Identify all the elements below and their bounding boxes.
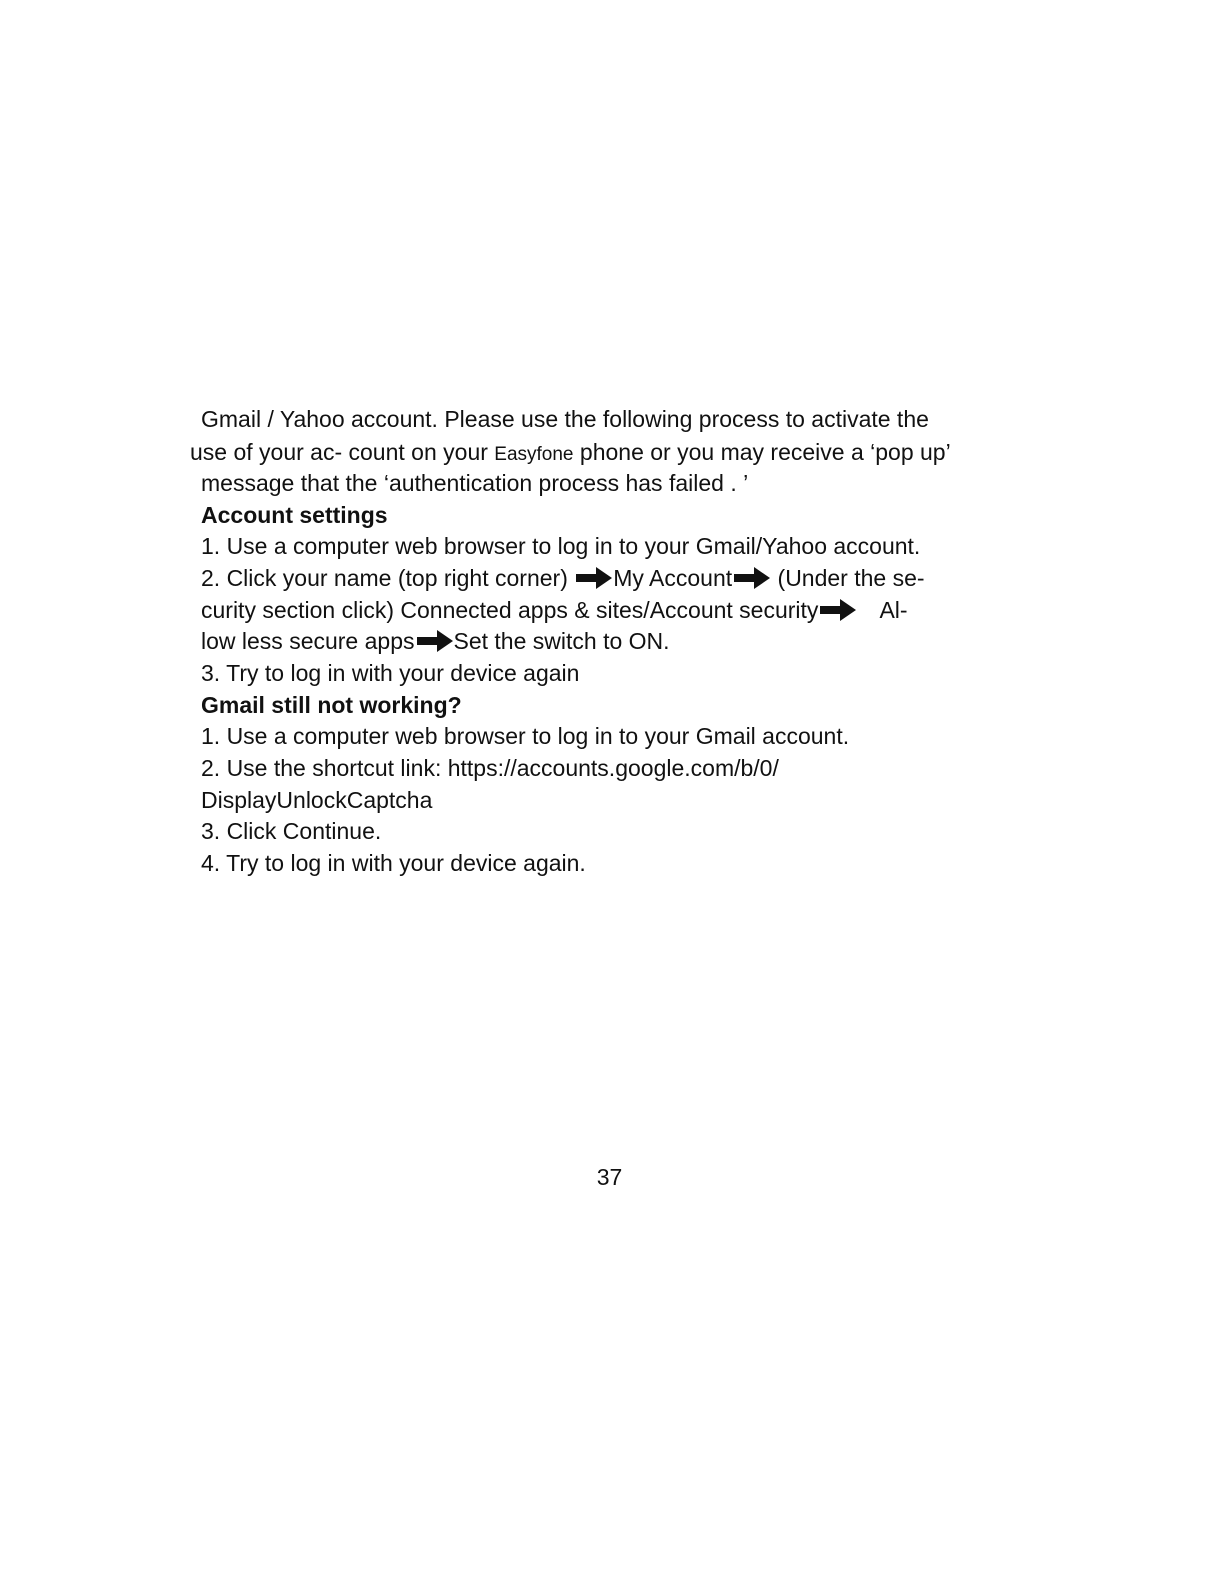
gmail-step-3: 3. Click Continue. <box>201 818 382 844</box>
arrow-right-icon <box>820 599 856 627</box>
intro-line-2-start: use of your ac- count on your <box>190 439 495 465</box>
gmail-step-1: 1. Use a computer web browser to log in to your Gmail account. <box>201 723 850 749</box>
arrow-right-icon <box>417 630 453 658</box>
page-number: 37 <box>596 1164 623 1190</box>
brand-name: Easyfone <box>494 444 574 465</box>
account-settings-heading: Account settings <box>201 502 388 528</box>
account-step-3: 3. Try to log in with your device again <box>201 660 580 686</box>
account-step-2-start: 2. Click your name (top right corner) <box>201 565 575 591</box>
account-step-2-cont: (Under the se- <box>771 565 925 591</box>
arrow-right-icon <box>734 567 770 595</box>
intro-line-3: message that the ‘authentication process has failed . ’ <box>201 470 749 496</box>
arrow-right-icon <box>576 567 612 595</box>
gmail-step-4: 4. Try to log in with your device again. <box>201 850 586 876</box>
account-step-1: 1. Use a computer web browser to log in to your Gmail/Yahoo account. <box>201 533 921 559</box>
switch-on-label: Set the switch to ON. <box>453 628 670 654</box>
my-account-label: My Account <box>613 565 733 591</box>
intro-line-2-end: phone or you may receive a ‘pop up’ <box>579 439 951 465</box>
gmail-step-2-line-1: 2. Use the shortcut link: https://accounts.google.com/b/0/ <box>201 755 779 781</box>
account-step-2-line-2 <box>201 596 908 627</box>
gmail-step-2-line-2: DisplayUnlockCaptcha <box>201 787 433 813</box>
account-step-2-line-3 <box>201 627 670 658</box>
intro-line-2 <box>190 438 951 469</box>
allow-label-start: Al- <box>879 597 908 623</box>
account-step-2-line-1 <box>201 564 925 595</box>
gmail-help-heading: Gmail still not working? <box>201 692 462 718</box>
allow-label-end: low less secure apps <box>201 628 415 654</box>
intro-line-1: Gmail / Yahoo account. Please use the following process to activate the <box>201 406 929 432</box>
account-security-path: curity section click) Connected apps & sites/Account security <box>201 597 819 623</box>
